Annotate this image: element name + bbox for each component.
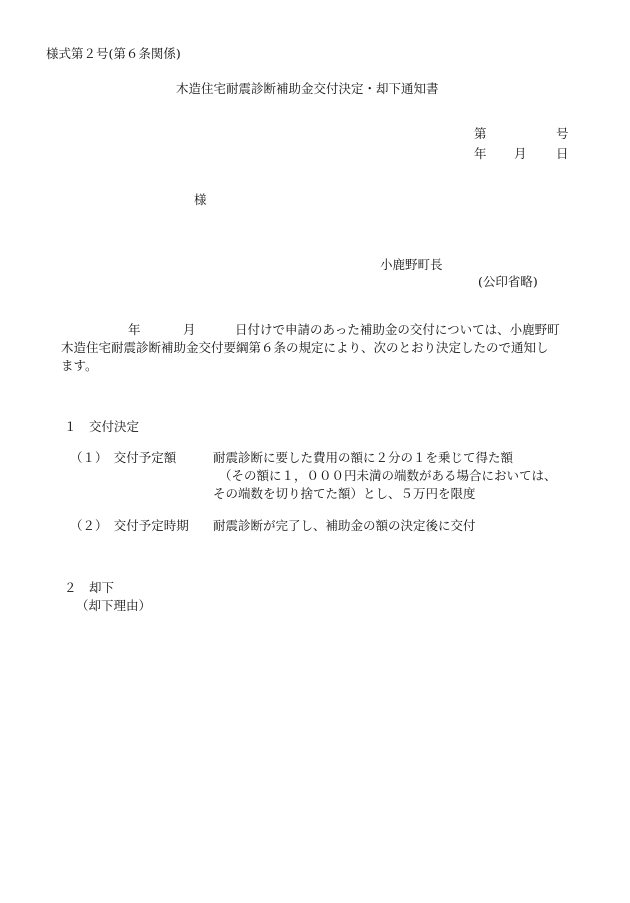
doc-date-month: 月: [514, 146, 527, 161]
item1-line1: 耐震診断に要した費用の額に２分の１を乗じて得た額: [213, 450, 514, 465]
body-line1: 日付けで申請のあった補助金の交付については、小鹿野町: [235, 322, 560, 337]
form-number: 様式第２号(第６条関係): [46, 46, 181, 61]
section2-reason-label: （却下理由）: [76, 598, 152, 613]
issuer: 小鹿野町長: [380, 257, 443, 272]
doc-date-year: 年: [474, 146, 487, 161]
body-line3: ます。: [61, 358, 98, 373]
doc-date-day: 日: [556, 146, 569, 161]
body-month: 月: [183, 322, 196, 337]
section2-heading: ２ 却下: [64, 580, 115, 595]
seal-note: (公印省略): [478, 274, 538, 289]
section1-heading: １ 交付決定: [64, 419, 140, 434]
item1-line2: （その額に１，０００円未満の端数がある場合においては、: [219, 468, 557, 483]
item1-line3: その端数を切り捨てた額）とし、５万円を限度: [213, 486, 476, 501]
doc-number-prefix: 第: [474, 126, 487, 141]
body-line2: 木造住宅耐震診断補助金交付要綱第６条の規定により、次のとおり決定したので通知し: [61, 340, 549, 355]
page-title: 木造住宅耐震診断補助金交付決定・却下通知書: [176, 81, 439, 96]
item2-label: （２） 交付予定時期: [70, 518, 189, 533]
item1-label: （１） 交付予定額: [70, 450, 177, 465]
recipient-suffix: 様: [194, 192, 207, 207]
item2-text: 耐震診断が完了し、補助金の額の決定後に交付: [213, 518, 476, 533]
doc-number-suffix: 号: [556, 126, 569, 141]
body-year: 年: [128, 322, 141, 337]
